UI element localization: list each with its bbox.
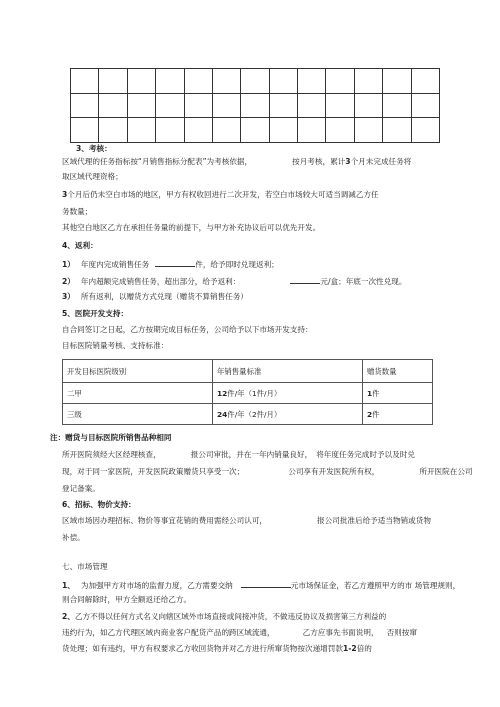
paragraph-line: 目标医院销量考核、支持标准： <box>62 341 169 350</box>
text: 否则按窜 <box>386 628 417 637</box>
text: 区域市场因办理招标、物价等事宜花销的费用需经公司认可， <box>62 516 268 525</box>
text: 元市场保证金，若乙方遵照甲方的市 场管理规则， <box>290 581 461 590</box>
item-number: 1、 <box>62 581 75 590</box>
text: 件，给予即时兑现返利； <box>195 260 279 269</box>
text: 乙方应事先书面说明， <box>302 628 379 637</box>
number: 1 <box>367 388 373 398</box>
number: 12 <box>217 388 228 398</box>
text: 个月后仍未空白市场的地区，甲方有权收回进行二次开发，若空白市场较大可适当调减乙方任 <box>67 190 379 199</box>
text: 公司享有开发医院所有权， <box>288 467 380 476</box>
rebate-item-2 <box>62 275 406 287</box>
text: 为加强甲方对市场的监督力度，乙方需要交纳 <box>80 581 233 590</box>
paragraph-line: 务数量； <box>62 207 93 216</box>
table-note: 注：赠货与目标医院所销售品种相同 <box>50 433 172 442</box>
paragraph-line <box>62 190 379 200</box>
number: 2 <box>367 409 373 419</box>
paragraph-line <box>62 516 431 526</box>
rebate-item-3 <box>62 292 248 302</box>
item-number: 2、 <box>62 612 75 621</box>
blank-field <box>155 258 195 267</box>
market-item-1 <box>62 579 460 591</box>
text: 个月未完成任务将 <box>350 157 412 166</box>
paragraph-line <box>62 157 411 167</box>
text: 现，对于同一家医院，开发医院政策赠货只享受一次； <box>62 467 245 476</box>
text: 所开医院在公司 <box>419 467 473 476</box>
paragraph-line: 其他空白地区乙方在承担任务量的前提下，与甲方补充协议后可以优先开发。 <box>62 223 321 232</box>
text: 所开医院须经大区经理核查， <box>62 450 161 459</box>
text: 报公司审批，并在一年内销量良好， <box>190 450 313 459</box>
text: 违约行为，如乙方代理区域内商业客户配货产品的跨区域流通， <box>62 628 275 637</box>
paragraph-line: 取区域代理资格； <box>62 172 123 181</box>
paragraph-line <box>62 644 372 654</box>
table-header: 赠货数量 <box>363 360 433 383</box>
text: 乙方不得以任何方式名义向辖区域外市场直接或间接冲货，不做违反协议及损害第三方利益的 <box>74 612 387 621</box>
paragraph-line: 补偿。 <box>62 533 85 542</box>
paragraph-line: 登记备案。 <box>62 484 100 493</box>
paragraph-line <box>62 467 473 477</box>
blank-grid-table <box>70 68 440 143</box>
text: 件 <box>372 409 380 419</box>
paragraph-line: 则合同解除时，甲方全额返还给乙方。 <box>62 595 192 604</box>
text: 件 <box>372 388 380 398</box>
table-cell: 三级 <box>63 404 213 425</box>
text: 年内超额完成销售任务，超出部分，给予返利： <box>80 277 241 286</box>
paragraph-line: 自合同签订之日起，乙方按期完成目标任务，公司给予以下市场开发支持： <box>62 325 313 334</box>
text: 件/年（1件/月） <box>227 388 282 398</box>
table-cell <box>363 404 433 425</box>
table-header: 开发目标医院级别 <box>63 360 213 383</box>
item-number: 1） <box>62 260 75 269</box>
number: 3 <box>62 190 68 199</box>
table-cell: 二甲 <box>63 383 213 404</box>
table-cell <box>363 383 433 404</box>
number: 24 <box>217 409 228 419</box>
text: 货处理；如有违约，甲方有权要求乙方收回货物并对乙方进行所窜货物按次递增罚款 <box>62 644 343 653</box>
text: 倍的 <box>356 644 372 653</box>
table-row <box>63 383 433 404</box>
text: 按月考核，累计 <box>292 157 346 166</box>
section-4-heading: 4、返利： <box>62 241 98 250</box>
section-6-heading: 6、招标、物价支持： <box>62 500 136 509</box>
section-3-heading: 3、考核： <box>76 144 112 153</box>
rebate-item-1 <box>62 258 279 270</box>
text: 所有返利，以赠货方式兑现（赠货不算销售任务） <box>80 292 248 301</box>
text: 区域代理的任务指标按“月销售指标分配表”为考核依据， <box>62 157 253 166</box>
number: 1-2 <box>342 644 357 653</box>
paragraph-line <box>62 628 417 638</box>
blank-field <box>241 579 291 588</box>
table-row <box>63 404 433 425</box>
text: 将年度任务完成时予以及时兑 <box>316 450 415 459</box>
table-cell <box>213 383 363 404</box>
table-header: 年销售量标准 <box>213 360 363 383</box>
item-number: 2） <box>62 277 75 286</box>
number: 3 <box>345 157 351 166</box>
section-5-heading: 5、医院开发支持： <box>62 309 129 318</box>
market-item-2 <box>62 612 386 622</box>
table-cell <box>213 404 363 425</box>
paragraph-line <box>62 450 415 460</box>
table-header-row <box>63 360 433 383</box>
item-number: 3） <box>62 292 75 301</box>
hospital-support-table <box>62 359 433 425</box>
blank-field <box>290 275 320 284</box>
text: 年度内完成销售任务 <box>80 260 150 269</box>
text: 报公司批准后给予适当物销或货物 <box>317 516 431 525</box>
section-7-heading: 七、市场管理 <box>62 562 108 571</box>
text: 件/年（2件/月） <box>227 409 282 419</box>
text: 元/盒；年底一次性兑现。 <box>320 277 407 286</box>
